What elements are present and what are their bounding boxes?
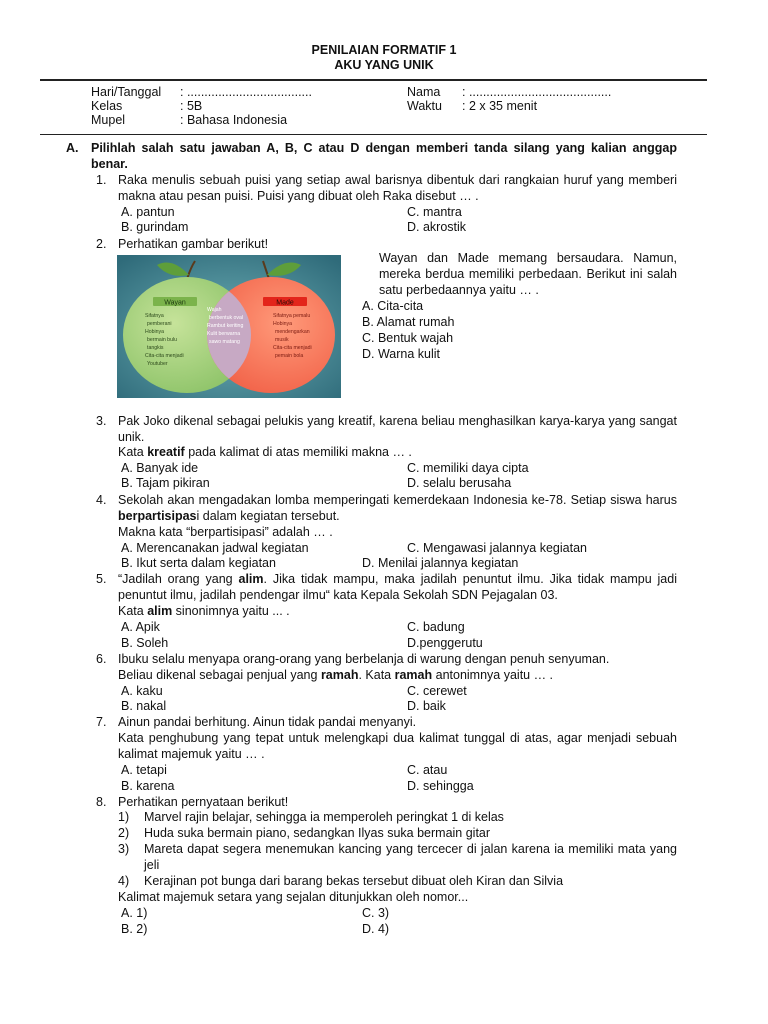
wayan-item: tangkis (147, 345, 164, 351)
q8-statement: Huda suka bermain piano, sedangkan Ilyas suka bermain gitar (144, 826, 491, 840)
q7-option-a: A. tetapi (121, 763, 167, 777)
wayan-item: Youtuber (147, 361, 168, 367)
shared-item: berbentuk oval (209, 315, 244, 321)
q7-text: Ainun pandai berhitung. Ainun tidak pandai menyanyi. (118, 715, 417, 729)
header-divider (40, 134, 707, 135)
q7-option-b: B. karena (121, 779, 175, 793)
q1-text: Raka menulis sebuah puisi yang setiap awal barisnya dibentuk dari rangkaian huruf yang memberi makna atau pesan puisi. Puisi yang dibuat oleh Raka disebut … . (118, 173, 677, 203)
q7-question: Kata penghubung yang tepat untuk melengkapi dua kalimat tunggal di atas, agar menjadi sebuah kalimat majemuk yaitu … . (118, 731, 677, 761)
q8-statement-number: 3) (118, 842, 130, 856)
q3-option-a: A. Banyak ide (121, 461, 199, 475)
q8-option-d: D. 4) (362, 922, 390, 936)
q1-option-b: B. gurindam (121, 220, 189, 234)
q5-option-b: B. Soleh (121, 636, 169, 650)
q4-option-b: B. Ikut serta dalam kegiatan (121, 556, 276, 570)
q7-number: 7. (96, 715, 107, 729)
made-item: mendengarkan (275, 329, 310, 335)
q6-text: Ibuku selalu menyapa orang-orang yang berbelanja di warung dengan penuh senyuman. (118, 652, 610, 666)
q4-option-a: A. Merencanakan jadwal kegiatan (121, 541, 309, 555)
q6-option-a: A. kaku (121, 684, 163, 698)
q6-question: Beliau dikenal sebagai penjual yang ramah. Kata ramah antonimnya yaitu … . (118, 668, 554, 682)
q3-number: 3. (96, 414, 107, 428)
hari-value: : .................................... (180, 85, 312, 99)
wayan-label: Wayan (164, 299, 186, 307)
q8-option-c: C. 3) (362, 906, 390, 920)
q2-intro: Perhatikan gambar berikut! (118, 237, 269, 251)
wayan-item: bermain bulu (147, 337, 177, 343)
q5-option-d: D.penggerutu (407, 636, 483, 650)
nama-value: : ......................................... (462, 85, 612, 99)
mupel-value: : Bahasa Indonesia (180, 113, 288, 127)
worksheet-subtitle: AKU YANG UNIK (334, 58, 434, 72)
q1-option-c: C. mantra (407, 205, 462, 219)
q8-statement-number: 4) (118, 874, 130, 888)
wayan-item: Sifatnya (145, 313, 164, 319)
q4-text: Sekolah akan mengadakan lomba memperingati kemerdekaan Indonesia ke-78. Setiap siswa harus berpartisipasi dalam kegiatan tersebut. (118, 493, 677, 523)
q6-option-b: B. nakal (121, 699, 167, 713)
q3-option-d: D. selalu berusaha (407, 476, 512, 490)
q3-option-c: C. memiliki daya cipta (407, 461, 529, 475)
q1-option-d: D. akrostik (407, 220, 467, 234)
wayan-item: Cita-cita menjadi (145, 353, 184, 359)
q5-question: Kata alim sinonimnya yaitu ... . (118, 604, 290, 618)
q8-statement-number: 1) (118, 810, 130, 824)
q2-text: Wayan dan Made memang bersaudara. Namun, mereka berdua memiliki perbedaan. Berikut ini salah satu perbedaannya yaitu … . (379, 251, 677, 297)
shared-item: Kulit berwarna (207, 331, 241, 337)
q2-option-d: D. Warna kulit (362, 347, 441, 361)
mupel-label: Mupel (91, 113, 126, 127)
q8-intro: Perhatikan pernyataan berikut! (118, 795, 289, 809)
q5-option-c: C. badung (407, 620, 465, 634)
q4-number: 4. (96, 493, 107, 507)
q5-text: “Jadilah orang yang alim. Jika tidak mampu, maka jadilah penuntut ilmu. Jika tidak mampu jadi penuntut ilmu, jadilah pendengar ilmu“ kata Kepala Sekolah SDN Pejagalan 03. (118, 572, 677, 602)
shared-item: sawo matang (209, 339, 240, 345)
worksheet-title: PENILAIAN FORMATIF 1 (311, 43, 457, 57)
q2-option-c: C. Bentuk wajah (362, 331, 454, 345)
q8-statement: Marvel rajin belajar, sehingga ia memperoleh peringkat 1 di kelas (144, 810, 504, 824)
waktu-label: Waktu (407, 99, 442, 113)
q1-option-a: A. pantun (121, 205, 175, 219)
hari-label: Hari/Tanggal (91, 85, 162, 99)
q4-option-c: C. Mengawasi jalannya kegiatan (407, 541, 587, 555)
q1-number: 1. (96, 173, 107, 187)
kelas-label: Kelas (91, 99, 123, 113)
q5-option-a: A. Apik (121, 620, 160, 634)
waktu-value: : 2 x 35 menit (462, 99, 538, 113)
q8-statement: Mareta dapat segera menemukan kancing yang tercecer di jalan karena ia memiliki mata yang jeli (144, 842, 677, 872)
q3-text: Pak Joko dikenal sebagai pelukis yang kreatif, karena beliau menghasilkan karya-karya yang sangat unik. (118, 414, 677, 444)
q8-number: 8. (96, 795, 107, 809)
q7-option-c: C. atau (407, 763, 448, 777)
made-item: musik (275, 337, 289, 343)
made-label: Made (276, 299, 294, 307)
q6-option-d: D. baik (407, 699, 446, 713)
top-divider (40, 79, 707, 81)
q2-option-a: A. Cita-cita (362, 299, 424, 313)
nama-label: Nama (407, 85, 441, 99)
q2-option-b: B. Alamat rumah (362, 315, 455, 329)
kelas-value: : 5B (180, 99, 203, 113)
made-item: pemain bola (275, 353, 304, 359)
q6-option-c: C. cerewet (407, 684, 467, 698)
q8-statement-number: 2) (118, 826, 130, 840)
made-item: Sifatnya pemalu (273, 313, 311, 319)
shared-item: Rambut keriting (207, 323, 244, 329)
section-instruction: Pilihlah salah satu jawaban A, B, C atau D dengan memberi tanda silang yang kalian anggap benar. (91, 141, 677, 171)
q6-number: 6. (96, 652, 107, 666)
q3-question: Kata kreatif pada kalimat di atas memiliki makna … . (118, 445, 412, 459)
q5-number: 5. (96, 572, 107, 586)
wayan-item: Hobinya (145, 329, 165, 335)
q8-statement: Kerajinan pot bunga dari barang bekas tersebut dibuat oleh Kiran dan Silvia (144, 874, 564, 888)
wayan-item: pemberani (147, 321, 172, 327)
q8-option-b: B. 2) (121, 922, 148, 936)
q2-number: 2. (96, 237, 107, 251)
q4-question: Makna kata “berpartisipasi” adalah … . (118, 525, 333, 539)
q3-option-b: B. Tajam pikiran (121, 476, 210, 490)
made-item: Hobinya (273, 321, 293, 327)
venn-apple-image (117, 255, 341, 398)
section-letter: A. (66, 141, 79, 155)
q7-option-d: D. sehingga (407, 779, 474, 793)
q8-question: Kalimat majemuk setara yang sejalan ditunjukkan oleh nomor... (118, 890, 469, 904)
shared-item: Wajah (207, 307, 222, 313)
q8-option-a: A. 1) (121, 906, 148, 920)
made-item: Cita-cita menjadi (273, 345, 312, 351)
q4-option-d: D. Menilai jalannya kegiatan (362, 556, 519, 570)
